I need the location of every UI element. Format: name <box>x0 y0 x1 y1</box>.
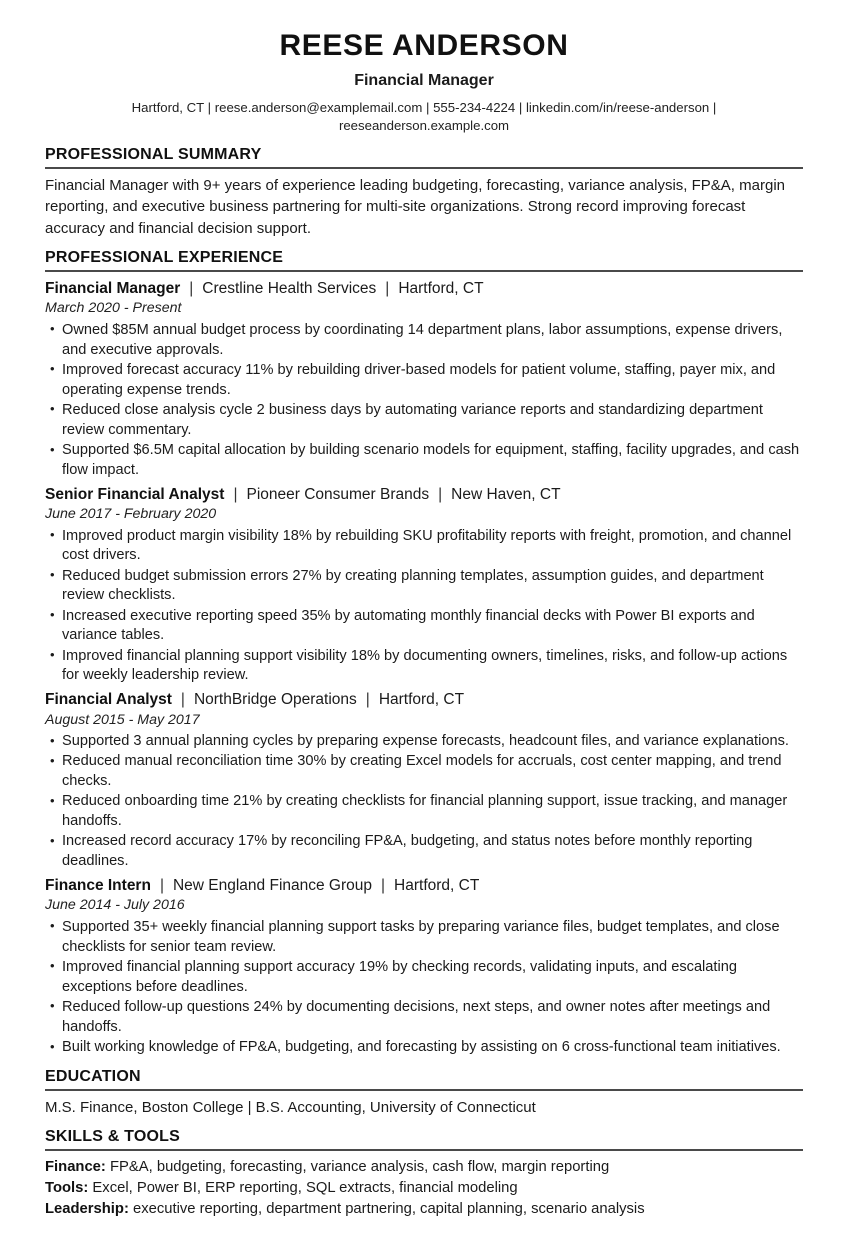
skill-row <box>45 1199 803 1220</box>
job-bullet: • Improved forecast accuracy 11% by rebuilding driver-based models for patient volume, staffing, payer mix, and operating expense trends. <box>45 361 803 401</box>
resume-header <box>45 28 803 136</box>
job-dates: June 2017 - February 2020 <box>45 505 217 522</box>
job-bullet: • Increased record accuracy 17% by reconciling FP&A, budgeting, and status notes before monthly reporting deadlines. <box>45 832 803 872</box>
job-bullet: • Reduced budget submission errors 27% by creating planning templates, assumption guides, and department review checklists. <box>45 567 803 607</box>
job-title: Financial Analyst <box>45 691 172 709</box>
education-line: M.S. Finance, Boston College | B.S. Accounting, University of Connecticut <box>45 1098 536 1116</box>
job-bullet: • Reduced follow-up questions 24% by documenting decisions, next steps, and owner notes after meetings and handoffs. <box>45 998 803 1038</box>
job-company: Pioneer Consumer Brands <box>246 485 430 503</box>
experience-entry <box>45 689 803 872</box>
job-bullet: • Improved financial planning support accuracy 19% by checking records, validating inputs, and escalating exceptions before deadlines. <box>45 958 803 998</box>
job-separator: | <box>381 876 386 894</box>
job-separator: | <box>438 485 443 503</box>
job-bullet-list <box>45 918 803 1058</box>
section-education <box>45 1067 803 1118</box>
skill-category-label: Tools: <box>45 1180 89 1197</box>
job-separator: | <box>233 485 238 503</box>
job-bullet: • Reduced close analysis cycle 2 business days by automating variance reports and standardizing department review commentary. <box>45 401 803 441</box>
job-company: NorthBridge Operations <box>193 691 357 709</box>
experience-entry <box>45 875 803 1058</box>
job-bullet-list <box>45 527 803 687</box>
job-title: Senior Financial Analyst <box>45 485 225 503</box>
job-dates: March 2020 - Present <box>45 300 182 317</box>
job-header <box>45 689 803 710</box>
experience-entry <box>45 278 803 481</box>
section-title-experience: PROFESSIONAL EXPERIENCE <box>45 248 284 266</box>
skill-row <box>45 1178 803 1199</box>
section-rule <box>45 1149 803 1151</box>
section-title-education: EDUCATION <box>45 1067 141 1085</box>
job-separator: | <box>189 279 194 297</box>
job-bullet: • Supported 3 annual planning cycles by preparing expense forecasts, headcount files, and variance explanations. <box>45 732 803 752</box>
job-bullet: • Reduced onboarding time 21% by creating checklists for financial planning support, issue tracking, and manager handoffs. <box>45 792 803 832</box>
summary-text: Financial Manager with 9+ years of experience leading budgeting, forecasting, variance analysis, FP&A, margin reporting, and executive business partnering for multi-site organizations. Strong record improving forecast accuracy and financial decision support. <box>45 177 785 237</box>
contact-line: Hartford, CT | reese.anderson@examplemail.com | 555-234-4224 | linkedin.com/in/reese-anderson | reeseanderson.example.com <box>131 99 717 134</box>
section-rule <box>45 270 803 272</box>
section-skills-tools <box>45 1127 803 1221</box>
job-bullet: • Owned $85M annual budget process by coordinating 14 department plans, labor assumptions, expense drivers, and executive approvals. <box>45 321 803 361</box>
job-company: Crestline Health Services <box>202 279 377 297</box>
job-header <box>45 278 803 299</box>
job-bullet: • Supported 35+ weekly financial planning support tasks by preparing variance files, budget templates, and close checklists for senior team review. <box>45 918 803 958</box>
job-bullet-list <box>45 321 803 481</box>
job-bullet: • Reduced manual reconciliation time 30% by creating Excel models for accruals, cost center mapping, and trend checks. <box>45 752 803 792</box>
job-separator: | <box>385 279 390 297</box>
job-location: Hartford, CT <box>378 691 465 709</box>
job-header <box>45 484 803 505</box>
job-location: Hartford, CT <box>398 279 484 297</box>
job-company: New England Finance Group <box>172 876 373 894</box>
section-professional-summary <box>45 145 803 239</box>
job-bullet: • Increased executive reporting speed 35% by automating monthly financial decks with Power BI exports and variance tables. <box>45 607 803 647</box>
section-rule <box>45 1089 803 1091</box>
job-dates: June 2014 - July 2016 <box>45 897 185 914</box>
job-separator: | <box>365 691 370 709</box>
experience-entry <box>45 484 803 687</box>
skill-category-label: Leadership: <box>45 1201 129 1218</box>
job-bullet: • Built working knowledge of FP&A, budgeting, and forecasting by assisting on 6 cross-functional team initiatives. <box>45 1038 803 1058</box>
job-title: Financial Manager <box>45 279 181 297</box>
skill-category-values: Excel, Power BI, ERP reporting, SQL extracts, financial modeling <box>92 1180 518 1197</box>
section-professional-experience <box>45 248 803 1058</box>
job-bullet: • Improved product margin visibility 18% by rebuilding SKU profitability reports with freight, promotion, and channel cost drivers. <box>45 527 803 567</box>
section-rule <box>45 167 803 169</box>
skill-category-label: Finance: <box>45 1158 106 1175</box>
section-title-summary: PROFESSIONAL SUMMARY <box>45 146 262 164</box>
skill-row <box>45 1157 803 1178</box>
candidate-name: REESE ANDERSON <box>279 29 569 62</box>
job-bullet: • Supported $6.5M capital allocation by building scenario models for equipment, staffing, facility upgrades, and cash flow impact. <box>45 441 803 481</box>
job-separator: | <box>159 876 164 894</box>
job-location: Hartford, CT <box>394 876 480 894</box>
job-bullet: • Improved financial planning support visibility 18% by documenting owners, timelines, risks, and follow-up actions for weekly leadership review. <box>45 647 803 687</box>
job-header <box>45 875 803 896</box>
skill-category-values: FP&A, budgeting, forecasting, variance analysis, cash flow, margin reporting <box>109 1158 610 1175</box>
job-separator: | <box>180 691 185 709</box>
job-location: New Haven, CT <box>451 485 561 503</box>
job-dates: August 2015 - May 2017 <box>45 711 200 728</box>
job-bullet-list <box>45 732 803 872</box>
candidate-title: Financial Manager <box>354 72 494 90</box>
section-title-skills: SKILLS & TOOLS <box>45 1127 180 1145</box>
skill-category-values: executive reporting, department partnering, capital planning, scenario analysis <box>133 1201 645 1218</box>
job-title: Finance Intern <box>45 876 151 894</box>
